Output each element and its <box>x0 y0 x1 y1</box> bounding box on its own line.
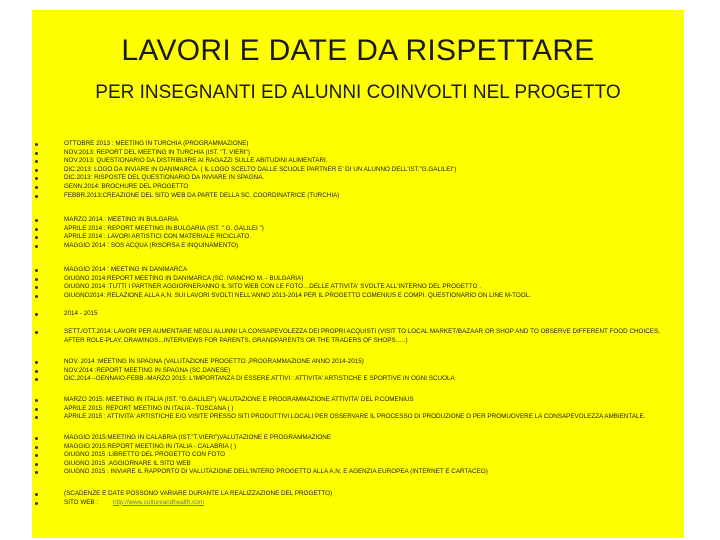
list-item <box>32 328 684 344</box>
list-item-text: APRILE 2014 : REPORT MEETING IN BULGARIA (IST. " G. GALILEI ") <box>64 224 264 232</box>
list-item <box>32 413 684 423</box>
bullet-icon <box>35 471 38 474</box>
list-item-text: GIUGNO 2014 :TUTTI I PARTNER AGGIORNERANNO IL SITO WEB CON LE FOTO…DELLE ATTIVITA' SVOLTE ALL'INTERNO DEL PROGETTO . <box>64 283 482 291</box>
bullet-icon <box>35 269 38 272</box>
list-item-text: (SCADENZE E DATE POSSONO VARIARE DURANTE LA REALIZZAZIONE DEL PROGETTO) <box>64 490 333 497</box>
bullet-icon <box>35 361 38 364</box>
list-item <box>32 242 684 252</box>
bullet-icon <box>35 245 38 248</box>
list-item-text: GENN.2014: BROCHURE DEL PROGETTO <box>64 183 189 190</box>
list-item-text: GIUGNO 2015 :AGGIORNARE IL SITO WEB <box>64 459 191 467</box>
slide-subtitle: PER INSEGNANTI ED ALUNNI COINVOLTI NEL PROGETTO <box>95 82 621 103</box>
bullet-icon <box>35 286 38 289</box>
list-item <box>32 192 684 202</box>
list-item-text: APRILE 2014 : LAVORI ARTISTICI CON MATERIALE RICICLATO. <box>64 233 251 241</box>
list-item-text: FEBBR.2013:CREAZIONE DEL SITO WEB DA PARTE DELLA SC. COORDINATRICE (TURCHIA) <box>64 191 340 199</box>
list-item-text: MAGGIO 2014 : SOS ACQUA (RISORSA E INQUINAMENTO) <box>64 241 239 249</box>
list-item-text: NOV.2013: REPORT DEL MEETING IN TURCHIA (IST. "T. VIERI") <box>64 148 250 156</box>
bullet-icon <box>35 177 38 180</box>
bullet-icon <box>35 370 38 373</box>
list-item-text: MARZO 2014 : MEETING IN BULGARIA <box>64 216 179 223</box>
bullet-icon <box>35 502 38 505</box>
bullet-icon <box>35 295 38 298</box>
list-item-text: MARZO 2015: MEETING IN ITALIA (IST. "G.GALILEI") VALUTAZIONE E PROGRAMMAZIONE ATTIVITA' DEL P.COMENIUS <box>64 396 414 403</box>
bullet-icon <box>35 313 38 316</box>
list-item-text: GIUGNO 2015 :LIBRETTO DEL PROGETTO CON FOTO <box>64 451 226 459</box>
bullet-icon <box>35 463 38 466</box>
list-item-text: SETT./OTT.2014: LAVORI PER AUMENTARE NEGLI ALUNNI LA CONSAPEVOLEZZA DEI PROPRI ACQUISTI (VISIT TO LOCAL MARKET/BAZAAR OR SHOP AND TO OBSERVE DIFFERENT FOOD CHOICES, AFTER ROLE-PLAY, DRAWINGS,..INTERVIEWS FOR PARENTS, GRANDPARENTS OR THE TRADERS OF SHOPS…..) <box>64 328 660 344</box>
list-item-text: APRILE 2015: REPORT MEETING IN ITALIA - TOSCANA ( ) <box>64 404 234 412</box>
bullet-icon <box>35 493 38 496</box>
bullet-icon <box>35 399 38 402</box>
list-item-text: MAGGIO 2014 : MEETING IN DANIMARCA <box>64 266 188 273</box>
bullet-icon <box>35 446 38 449</box>
list-item-text: GIUGNO2014: RELAZIONE ALLA A.N. SUI LAVORI SVOLTI NELL'ANNO 2013-2014 PER IL PROGETTO COMENIUS E COMPI. QUESTIONARIO ON LINE M-TOOL. <box>64 291 531 299</box>
bullet-icon <box>35 437 38 440</box>
list-item <box>32 468 684 478</box>
bullet-icon <box>35 152 38 155</box>
slide <box>32 10 684 538</box>
bullet-icon <box>35 331 38 334</box>
list-item-text: MAGGIO 2015:REPORT MEETING IN ITALIA - CALABRIA ( ) <box>64 442 237 450</box>
list-item-text: DIC.2013: LOGO DA INVIARE IN DANIMARCA. ( IL LOGO SCELTO DALLE SCUOLE PARTNER E' DI UN ALUNNO DELL'IST."G.GALILEI") <box>64 165 457 173</box>
list-item-text: DIC.2013: RISPOSTE DEL QUESTIONARIO DA INVIARE IN SPAGNA. <box>64 174 265 182</box>
list-item-text: DIC.2014 –GENNAIO-FEBB.-MARZO 2015: L'IMPORTANZA DI ESSERE ATTIVI : ATTIVITA' ARTISTICHE E SPORTIVE IN OGNI SCUOLA <box>64 375 455 383</box>
bullet-icon <box>35 408 38 411</box>
bullet-icon <box>35 143 38 146</box>
bullet-icon <box>35 160 38 163</box>
list-item-text: GIUGNO 2014:REPORT MEETING IN DANIMARCA (SC. IVANCHO M. - BULGARIA) <box>64 274 304 282</box>
list-item <box>32 375 684 385</box>
bullet-icon <box>35 186 38 189</box>
slide-title: LAVORI E DATE DA RISPETTARE <box>121 34 595 67</box>
list-item-text: OTTOBRE 2013 : MEETING IN TURCHIA (PROGRAMMAZIONE) <box>64 140 249 147</box>
bullet-icon <box>35 169 38 172</box>
list-item-text: GIUGNO 2015 : INVIARE IL RAPPORTO DI VALUTAZIONE DELL'INTERO PROGETTO ALLA A.N. E AGENZIA EUROPEA (INTERNET E CARTACEO) <box>64 468 488 476</box>
website-link[interactable]: http://www.cultureandhealth.com <box>113 498 205 506</box>
bullet-icon <box>35 228 38 231</box>
list-item <box>32 499 684 509</box>
list-item-text: NOV. 2014 :MEETING IN SPAGNA (VALUTAZIONE PROGETTO ,PROGRAMMAZIONE ANNO 2014-2015) <box>64 358 364 365</box>
bullet-icon <box>35 236 38 239</box>
bullet-icon <box>35 195 38 198</box>
list-item-text: MAGGIO 2015:MEETING IN CALABRIA (IST."T.VIERI")VALUTAZIONE E PROGRAMMAZIONE <box>64 434 332 441</box>
bullet-icon <box>35 219 38 222</box>
bullet-icon <box>35 378 38 381</box>
list-item-text: 2014 - 2015 <box>64 310 98 317</box>
list-item-text: SITO WEB : <box>64 498 99 506</box>
bullet-icon <box>35 454 38 457</box>
list-item-text: NOV.2014 :REPORT MEETING IN SPAGNA (SC.DANESE) <box>64 366 231 374</box>
list-item-text: APRILE 2015 : ATTIVITA' ARTISTICHE E/O VISITE PRESSO SITI PRODUTTIVI LOCALI PER OSSERVARE IL PROCESSO DI PRODUZIONE O PER PROMUOVERE LA CONSAPEVOLEZZA AMBIENTALE. <box>64 413 646 421</box>
list-item <box>32 310 684 320</box>
list-item <box>32 292 684 302</box>
bullet-icon <box>35 416 38 419</box>
list-item-text: NOV.2013: QUESTIONARIO DA DISTRIBUIRE AI RAGAZZI SULLE ABITUDINI ALIMENTARI. <box>64 157 328 165</box>
bullet-icon <box>35 278 38 281</box>
